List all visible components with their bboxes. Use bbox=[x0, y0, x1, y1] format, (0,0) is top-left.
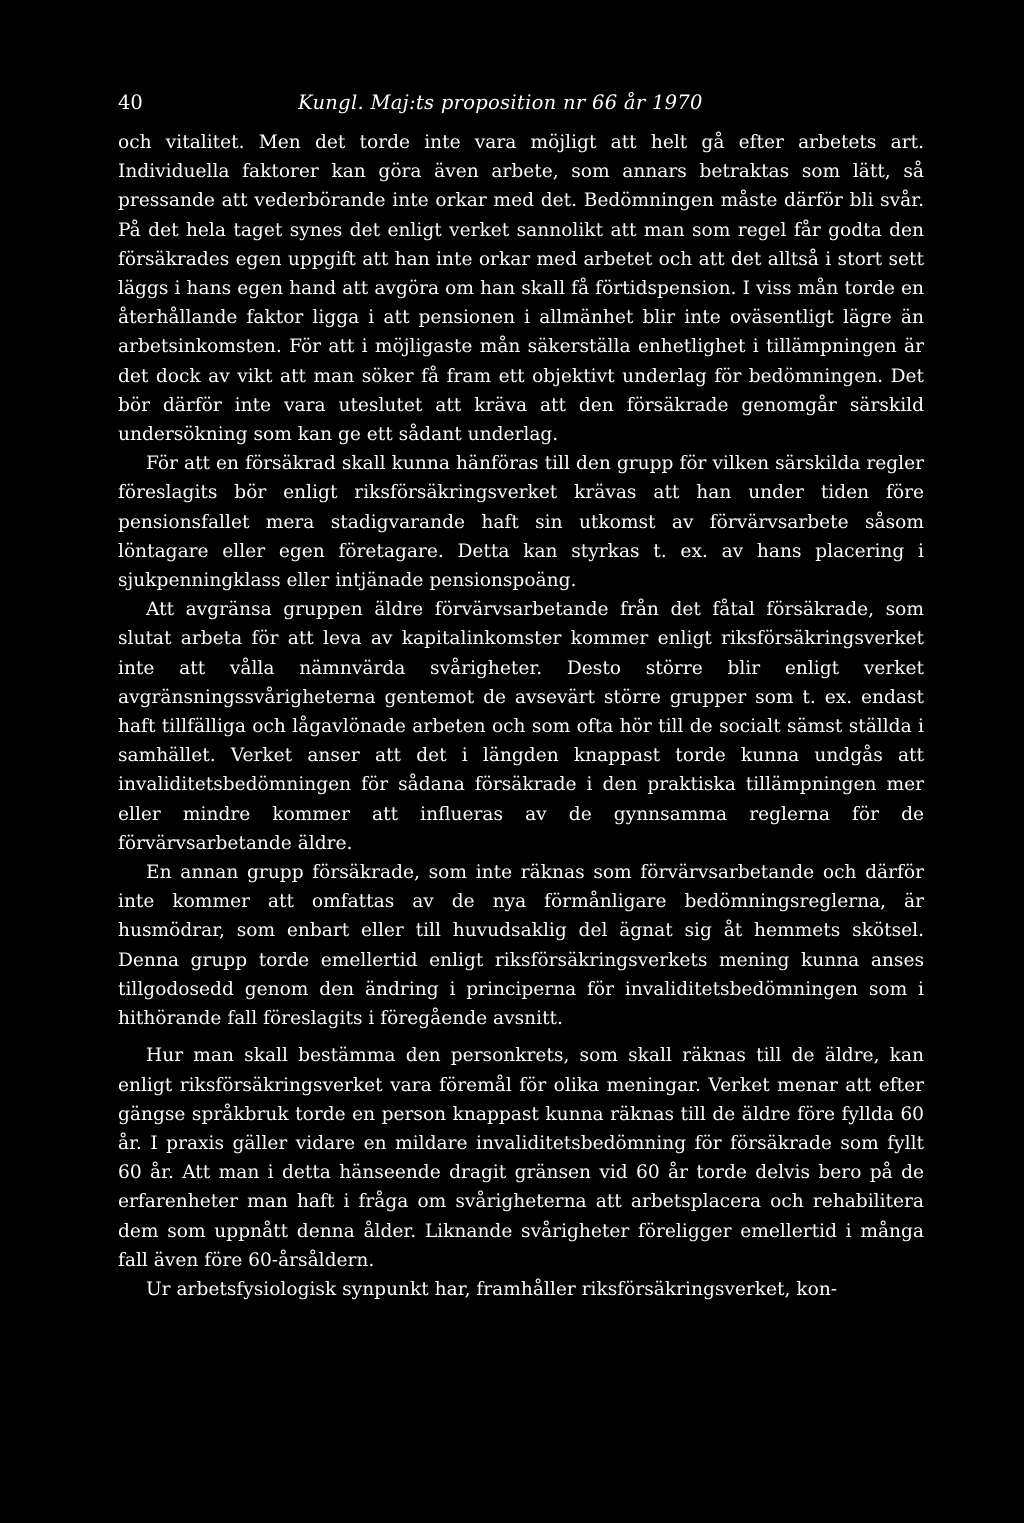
paragraph: En annan grupp försäkrade, som inte räknas som förvärvsarbetande och därför inte kommer att omfattas av de nya förmånligare bedömningsreglerna, är husmödrar, som enbart eller till huvudsaklig del ägnat sig åt hemmets skötsel. Denna grupp torde emellertid enligt riksförsäkringsverkets mening kunna anses tillgodosedd genom den ändring i principerna för invaliditetsbedömningen som i hithörande fall föreslagits i föregående avsnitt. bbox=[118, 862, 924, 1030]
page-header bbox=[118, 86, 918, 120]
paragraph: Att avgränsa gruppen äldre förvärvsarbetande från det fåtal försäkrade, som slutat arbeta för att leva av kapitalinkomster kommer enligt riksförsäkringsverket inte att vålla nämnvärda svårigheter. Desto större blir enligt verket avgränsningssvårigheterna gentemot de avsevärt större grupper som t. ex. endast haft tillfälliga och lågavlönade arbeten och som ofta hör till de socialt sämst ställda i samhället. Verket anser att det i längden knappast torde kunna undgås att invaliditetsbedömningen för sådana försäkrade i den praktiska tillämpningen mer eller mindre kommer att influeras av de gynnsamma reglerna för de förvärvsarbetande äldre. bbox=[118, 599, 924, 854]
paragraph: och vitalitet. Men det torde inte vara möjligt att helt gå efter arbetets art. Individuella faktorer kan göra även arbete, som annars betraktas som lätt, så pressande att vederbörande inte orkar med det. Bedömningen måste därför bli svår. På det hela taget synes det enligt verket sannolikt att man som regel får godta den försäkrades egen uppgift att han inte orkar med arbetet och att det alltså i stort sett läggs i hans egen hand att avgöra om han skall få förtidspension. I viss mån torde en återhållande faktor ligga i att pensionen i allmänhet blir inte oväsentligt lägre än arbetsinkomsten. För att i möjligaste mån säkerställa enhetlighet i tillämpningen är det dock av vikt att man söker få fram ett objektivt underlag för bedömningen. Det bör därför inte vara uteslutet att kräva att den försäkrade genomgår särskild undersökning som kan ge ett sådant underlag. bbox=[118, 132, 924, 446]
paragraph: För att en försäkrad skall kunna hänföras till den grupp för vilken särskilda regler föreslagits bör enligt riksförsäkringsverket krävas att han under tiden före pensionsfallet mera stadigvarande haft sin utkomst av förvärvsarbete såsom löntagare eller egen företagare. Detta kan styrkas t. ex. av hans placering i sjukpenningklass eller intjänade pensionspoäng. bbox=[118, 453, 924, 592]
body-text bbox=[118, 128, 924, 1304]
page-number: 40 bbox=[118, 91, 143, 114]
paragraph: Hur man skall bestämma den personkrets, som skall räknas till de äldre, kan enligt riksförsäkringsverket vara föremål för olika meningar. Verket menar att efter gängse språkbruk torde en person knappast kunna räknas till de äldre före fyllda 60 år. I praxis gäller vidare en mildare invaliditetsbedömning för försäkrade som fyllt 60 år. Att man i detta hänseende dragit gränsen vid 60 år torde delvis bero på de erfarenheter man haft i fråga om svårigheterna att arbetsplacera och rehabilitera dem som uppnått denna ålder. Liknande svårigheter föreligger emellertid i många fall även före 60-årsåldern. bbox=[118, 1045, 924, 1271]
paragraph: Ur arbetsfysiologisk synpunkt har, framhåller riksförsäkringsverket, kon- bbox=[146, 1278, 838, 1300]
running-head: Kungl. Maj:ts proposition nr 66 år 1970 bbox=[298, 91, 703, 114]
